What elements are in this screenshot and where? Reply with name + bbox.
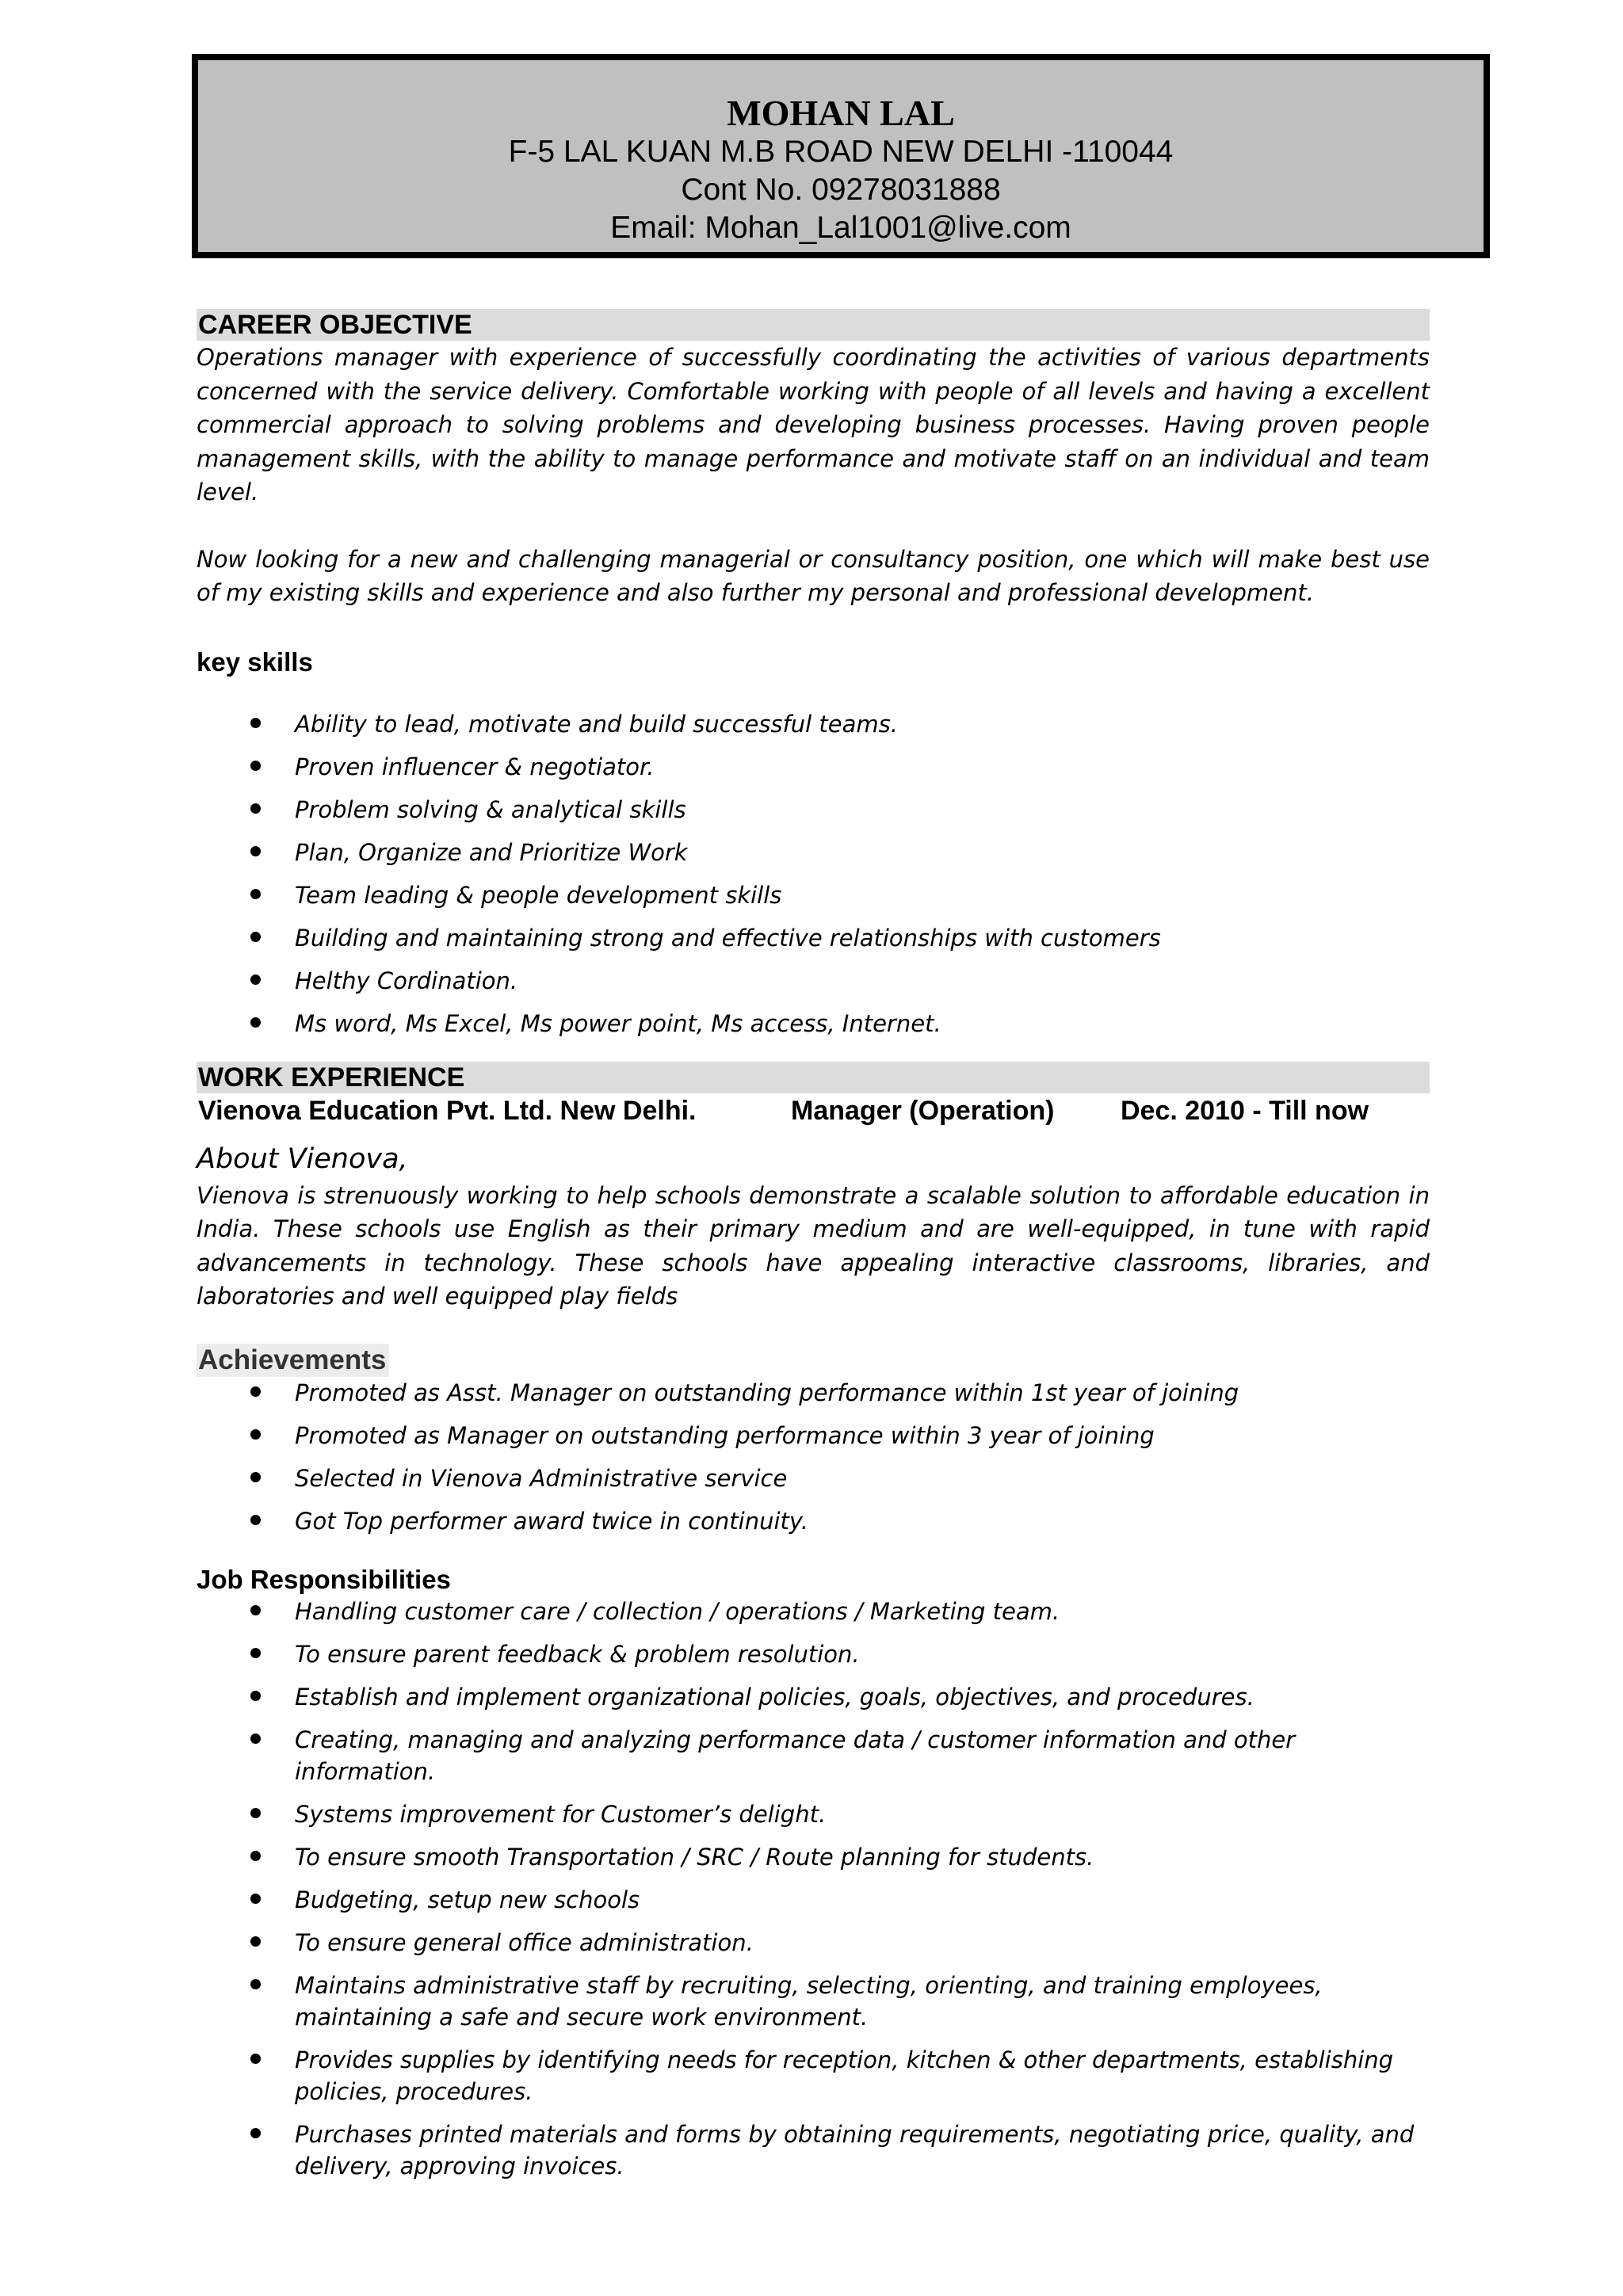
- career-objective-heading: CAREER OBJECTIVE: [197, 309, 1430, 341]
- list-item: Team leading & people development skills: [197, 879, 1430, 911]
- candidate-name: MOHAN LAL: [727, 93, 955, 133]
- bullet-icon: [250, 889, 261, 899]
- bullet-icon: [250, 1979, 261, 1989]
- list-item: Purchases printed materials and forms by obtaining requirements, negotiating price, quality, and delivery, approving invoices.: [197, 2119, 1430, 2182]
- bullet-icon: [250, 846, 261, 856]
- list-item: Handling customer care / collection / operations / Marketing team.: [197, 1596, 1430, 1627]
- list-item: To ensure general office administration.: [197, 1927, 1430, 1958]
- about-company-title: About Vienova,: [197, 1142, 408, 1175]
- achievements-list: [197, 1377, 1430, 1537]
- bullet-icon: [250, 1429, 261, 1440]
- bullet-icon: [250, 761, 261, 771]
- bullet-icon: [250, 1691, 261, 1701]
- about-company-text: Vienova is strenuously working to help schools demonstrate a scalable solution to affordable education in India. These schools use English as their primary medium and are well-equipped, in tune with rapid advancements in technology. These schools have appealing interactive classrooms, libraries, and laboratories and well equipped play fields: [197, 1181, 1430, 1310]
- job-title-line: [197, 1093, 1430, 1128]
- key-skills-heading: key skills: [197, 646, 313, 677]
- list-item: Provides supplies by identifying needs for reception, kitchen & other departments, establishing policies, procedures.: [197, 2044, 1430, 2107]
- responsibilities-list: [197, 1596, 1430, 2182]
- career-objective-text-2: Now looking for a new and challenging managerial or consultancy position, one which will make best use of my existing skills and experience and also further my personal and professional development.: [197, 545, 1430, 606]
- list-item: Proven influencer & negotiator.: [197, 751, 1430, 783]
- bullet-icon: [250, 2054, 261, 2064]
- list-item: To ensure parent feedback & problem resolution.: [197, 1638, 1430, 1670]
- bullet-icon: [250, 1936, 261, 1947]
- bullet-icon: [250, 1808, 261, 1818]
- list-item: Creating, managing and analyzing performance data / customer information and other information.: [197, 1724, 1430, 1787]
- list-item: Systems improvement for Customer’s delight.: [197, 1798, 1430, 1830]
- list-item: Promoted as Manager on outstanding performance within 3 year of joining: [197, 1420, 1430, 1451]
- candidate-phone: Cont No. 09278031888: [681, 173, 1001, 207]
- bullet-icon: [250, 1733, 261, 1744]
- list-item: Helthy Cordination.: [197, 965, 1430, 997]
- bullet-icon: [250, 1648, 261, 1658]
- job-period: Dec. 2010 - Till now: [1121, 1095, 1369, 1126]
- bullet-icon: [250, 974, 261, 985]
- bullet-icon: [250, 803, 261, 814]
- bullet-icon: [250, 718, 261, 728]
- candidate-email: Email: Mohan_Lal1001@live.com: [610, 211, 1071, 245]
- work-experience-heading: WORK EXPERIENCE: [197, 1062, 1430, 1093]
- bullet-icon: [250, 1386, 261, 1397]
- bullet-icon: [250, 1605, 261, 1615]
- job-role: Manager (Operation): [791, 1095, 1055, 1126]
- list-item: Promoted as Asst. Manager on outstanding performance within 1st year of joining: [197, 1377, 1430, 1409]
- responsibilities-heading: Job Responsibilities: [197, 1564, 451, 1594]
- list-item: Budgeting, setup new schools: [197, 1884, 1430, 1916]
- bullet-icon: [250, 932, 261, 942]
- achievements-heading: Achievements: [197, 1344, 389, 1377]
- list-item: Building and maintaining strong and effective relationships with customers: [197, 922, 1430, 954]
- company-name: Vienova Education Pvt. Ltd. New Delhi.: [198, 1095, 697, 1126]
- resume-body: [197, 309, 1430, 2193]
- list-item: Ability to lead, motivate and build successful teams.: [197, 708, 1430, 740]
- list-item: Maintains administrative staff by recruiting, selecting, orienting, and training employees, maintaining a safe and secure work environment.: [197, 1970, 1430, 2033]
- list-item: Plan, Organize and Prioritize Work: [197, 837, 1430, 868]
- bullet-icon: [250, 2128, 261, 2138]
- list-item: Establish and implement organizational policies, goals, objectives, and procedures.: [197, 1681, 1430, 1713]
- bullet-icon: [250, 1851, 261, 1861]
- career-objective-text: Operations manager with experience of successfully coordinating the activities of various departments concerned with the service delivery. Comfortable working with people of all levels and having a excellent commercial approach to solving problems and developing business processes. Having proven people management skills, with the ability to manage performance and motivate staff on an individual and team level.: [197, 344, 1430, 505]
- list-item: Ms word, Ms Excel, Ms power point, Ms access, Internet.: [197, 1008, 1430, 1039]
- bullet-icon: [250, 1472, 261, 1482]
- candidate-address: F-5 LAL KUAN M.B ROAD NEW DELHI -110044: [508, 135, 1174, 169]
- key-skills-list: [197, 708, 1430, 1039]
- list-item: Selected in Vienova Administrative service: [197, 1463, 1430, 1494]
- list-item: Got Top performer award twice in continuity.: [197, 1505, 1430, 1537]
- bullet-icon: [250, 1894, 261, 1904]
- bullet-icon: [250, 1515, 261, 1525]
- bullet-icon: [250, 1017, 261, 1028]
- list-item: Problem solving & analytical skills: [197, 794, 1430, 826]
- list-item: To ensure smooth Transportation / SRC / Route planning for students.: [197, 1841, 1430, 1873]
- resume-header: [192, 54, 1490, 258]
